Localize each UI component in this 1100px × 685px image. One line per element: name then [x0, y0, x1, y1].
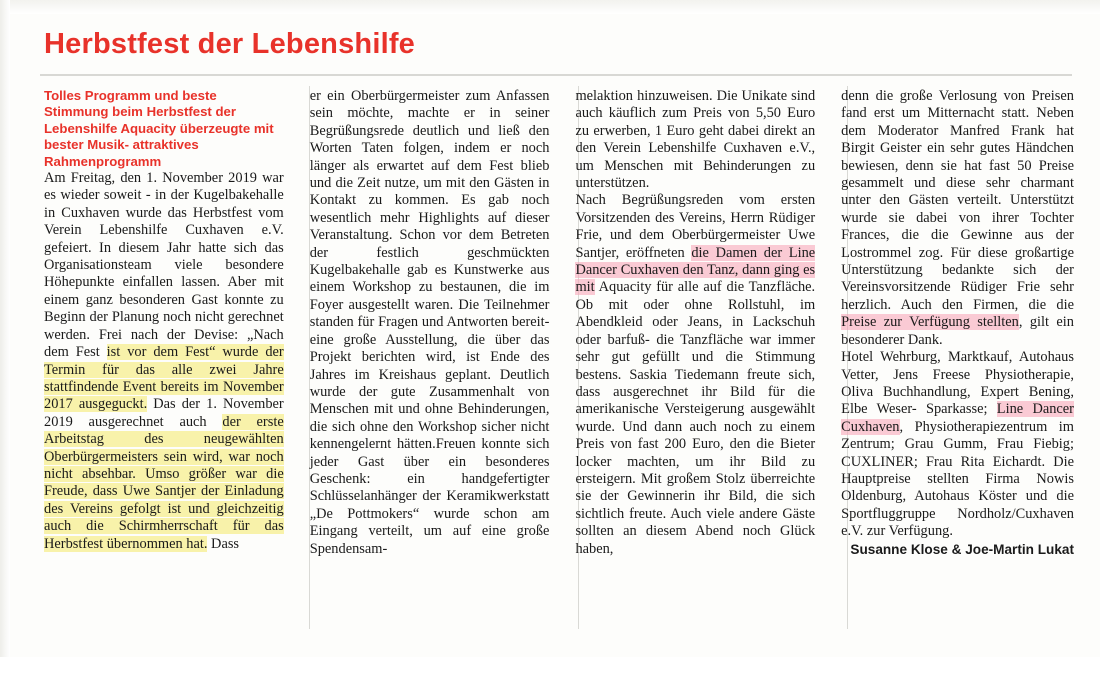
article-columns: [44, 88, 1074, 655]
scan-edge-bottom: [0, 657, 1100, 685]
highlight-pink: Preise zur Verfügung stellten: [841, 314, 1019, 331]
article-column-3: [575, 88, 815, 655]
article-headline: Herbstfest der Lebenshilfe: [44, 28, 416, 60]
article-lead: Tolles Programm und beste Stimmung beim Herbstfest der Lebenshilfe Aquacity überzeugte mit bester Musik- attraktives Rahmenprogramm: [44, 88, 274, 169]
scan-edge-left: [0, 0, 10, 685]
highlight-yellow: der erste Arbeitstag des neugewählten Oberbürgermeisters sein wird, war noch nicht absehbar. Umso größer war die Freude, dass Uwe Santjer der Einladung des Vereins gefolgt ist und gleichzeitig auch die Schirmherrschaft für das Herbstfest übernommen hat.: [44, 413, 284, 552]
scan-edge-top: [0, 0, 1100, 14]
article-body-4: denn die große Verlosung von Preisen fand erst um Mitternacht statt. Neben dem Moderator Manfred Frank hat Birgit Geister ein sehr gutes Händchen bewiesen, denn sie hat fast 50 Preise gesammelt und diese sehr charmant unter den Gästen verteilt. Unterstützt wurde sie dabei von ihrer Tochter Frances, die die Gewinne aus der Lostrommel zog. Für diese großartige Unterstützung bedankte sich der Vereinsvorsitzende Rüdiger Frie sehr herzlich. Auch den Firmen, die die Preise zur Verfügung stellten, gilt ein besonderer Dank. Hotel Wehrburg, Marktkauf, Autohaus Vetter, Jens Freese Physiotherapie, Oliva Buchhandlung, Expert Bening, Elbe Weser- Sparkasse; Line Dancer Cuxhaven, Physiotherapiezentrum im Zentrum; Grau Gumm, Frau Fiebig; CUXLINER; Frau Rita Eichardt. Die Hauptpreise stellten Firma Nowis Oldenburg, Autohaus Köster und die Sportfluggruppe Nordholz/Cuxhaven e.V. zur Verfügung.: [841, 88, 1074, 540]
article-body-3: melaktion hinzuweisen. Die Unikate sind auch käuflich zum Preis von 5,50 Euro zu erwerben, 1 Euro geht dabei direkt an den Verein Lebenshilfe Cuxhaven e.V., um Menschen mit Behinderungen zu unterstützen. Nach Begrüßungsreden vom ersten Vorsitzenden des Vereins, Herrn Rüdiger Frie, und dem Oberbürgermeister Uwe Santjer, eröffneten die Damen der Line Dancer Cuxhaven den Tanz, dann ging es mit Aquacity für alle auf die Tanzfläche. Ob mit oder ohne Rollstuhl, im Abendkleid oder Jeans, in Lackschuh oder barfuß- die Tanzfläche war immer sehr gut gefüllt und die Stimmung bestens. Saskia Tiedemann freute sich, dass ausgerechnet ihr Bild für die amerikanische Versteigerung ausgewählt wurde. Und dann auch noch zu einem Preis von fast 200 Euro, den die Bieter locker machten, um ihr Bild zu ersteigern. Mit großem Stolz überreichte sie der Gewinnerin ihr Bild, die sich sichtlich freute. Auch viele andere Gäste sollten an diesem Abend noch Glück haben,: [575, 88, 816, 557]
highlight-pink: Line Dancer Cuxhaven: [841, 401, 1074, 435]
article-body-1: Am Freitag, den 1. November 2019 war es wieder soweit - in der Kugelbakehalle in Cuxhaven wurde das Herbstfest vom Verein Lebenshilfe Cuxhaven e.V. gefeiert. In diesem Jahr hatte sich das Organisationsteam viele besondere Höhepunkte einfallen lassen. Aber mit einem ganz besonderen Gast konnte zu Beginn der Planung noch nicht gerechnet werden. Frei nach der Devise: „Nach dem Fest ist vor dem Fest“ wurde der Termin für das alle zwei Jahre stattfindende Event bereits im November 2017 ausgeguckt. Das der 1. November 2019 ausgerechnet auch der erste Arbeitstag des neugewählten Oberbürgermeisters sein wird, war noch nicht absehbar. Umso größer war die Freude, dass Uwe Santjer der Einladung des Vereins gefolgt ist und gleichzeitig auch die Schirmherrschaft für das Herbstfest übernommen hat. Dass: [44, 170, 284, 552]
article-body-2: er ein Oberbürgermeister zum Anfassen sein möchte, machte er in seiner Begrüßungsrede deutlich und ließ den Worten Taten folgen, indem er noch länger als erwartet auf dem Fest blieb und die Zeit nutze, um mit den Gästen in Kontakt zu kommen. Es gab noch wesentlich mehr Highlights auf dieser Veranstaltung. Schon vor dem Betreten der festlich geschmückten Kugelbakehalle gab es Kunstwerke aus einem Workshop zu bestaunen, die im Foyer ausgestellt waren. Die Teilnehmer standen für Fragen und Antworten bereit- eine große Ausstellung, die über das Projekt berichten wird, ist Ende des Jahres im Kreishaus geplant. Deutlich wurde der gute Zusammenhalt von Menschen mit und ohne Behinderungen, die sich ohne den Workshop sicher nicht kennengelernt hätten.Freuen konnte sich jeder Gast über ein besonderes Geschenk: ein handgefertigter Schlüsselanhänger der Keramikwerkstatt „De Pottmokers“ wurde schon am Eingang verteilt, um auf eine große Spendensam-: [309, 88, 550, 557]
highlight-yellow: ist vor dem Fest“ wurde der Termin für das alle zwei Jahre stattfindende Event bereits im November 2017 ausgeguckt.: [44, 344, 284, 413]
article-column-4: [841, 88, 1074, 655]
highlight-pink: die Damen der Line Dancer Cuxhaven den Tanz, dann ging es mit: [575, 244, 816, 296]
headline-rule: [40, 74, 1072, 76]
article-column-2: [310, 88, 550, 655]
article-column-1: [44, 88, 284, 655]
article-signature: Susanne Klose & Joe-Martin Lukat: [850, 541, 1074, 557]
